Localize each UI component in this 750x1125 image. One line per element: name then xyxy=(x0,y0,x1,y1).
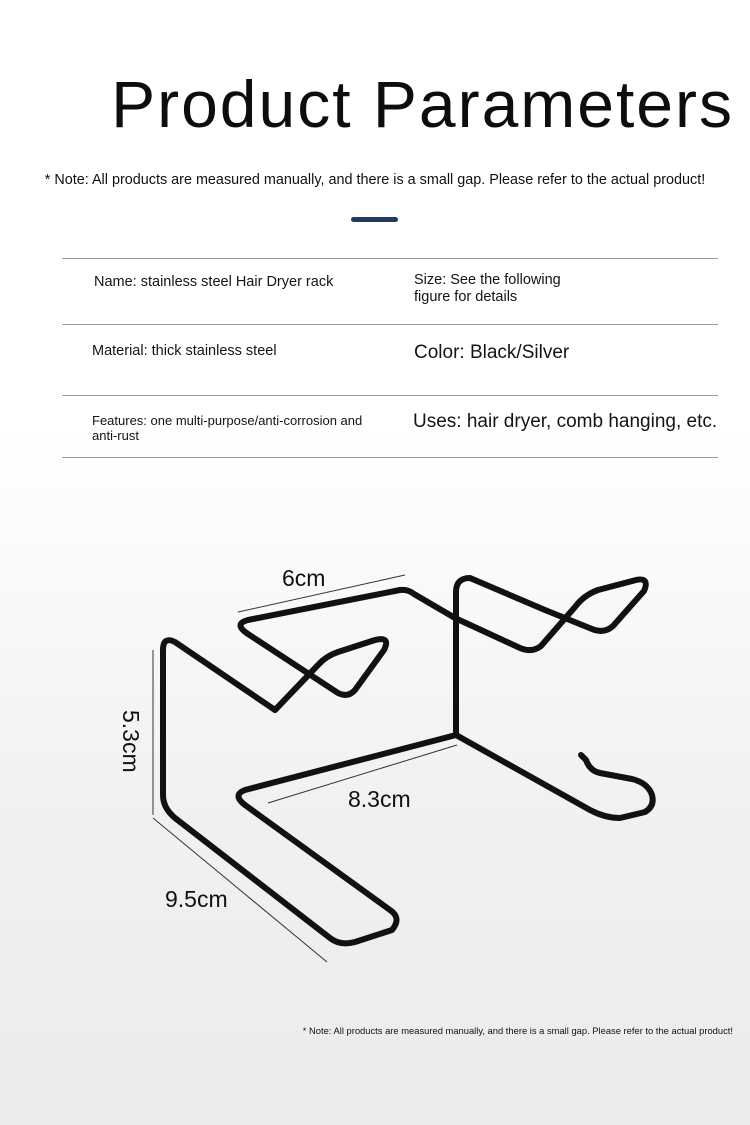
measurement-note: * Note: All products are measured manually, and there is a small gap. Please refer to the actual product! xyxy=(44,172,706,188)
footer-note: * Note: All products are measured manually, and there is a small gap. Please refer to the actual product! xyxy=(302,1025,733,1036)
dim-length: 8.3cm xyxy=(348,786,411,812)
spec-uses: Uses: hair dryer, comb hanging, etc. xyxy=(413,411,718,432)
product-dimension-figure xyxy=(0,480,750,1000)
table-rule-bottom xyxy=(62,457,718,458)
hair-dryer-rack-illustration xyxy=(163,578,653,943)
table-rule-2 xyxy=(62,395,718,396)
spec-features-line2: anti-rust xyxy=(92,427,139,443)
spec-color: Color: Black/Silver xyxy=(414,342,570,363)
spec-features-line1: Features: one multi-purpose/anti-corrosion and xyxy=(92,413,363,428)
dim-height: 5.3cm xyxy=(118,710,144,773)
dim-top-width: 6cm xyxy=(282,565,326,591)
dim-depth: 9.5cm xyxy=(165,886,228,912)
table-rule-top xyxy=(62,258,718,259)
spec-material: Material: thick stainless steel xyxy=(92,343,277,359)
spec-size-line1: Size: See the following xyxy=(414,272,561,288)
page-title: Product Parameters xyxy=(111,67,734,141)
spec-features xyxy=(92,414,362,444)
table-rule-1 xyxy=(62,324,718,325)
spec-size-line2: figure for details xyxy=(414,288,518,305)
spec-size xyxy=(414,272,561,305)
spec-name: Name: stainless steel Hair Dryer rack xyxy=(94,274,334,290)
accent-divider xyxy=(351,217,398,222)
